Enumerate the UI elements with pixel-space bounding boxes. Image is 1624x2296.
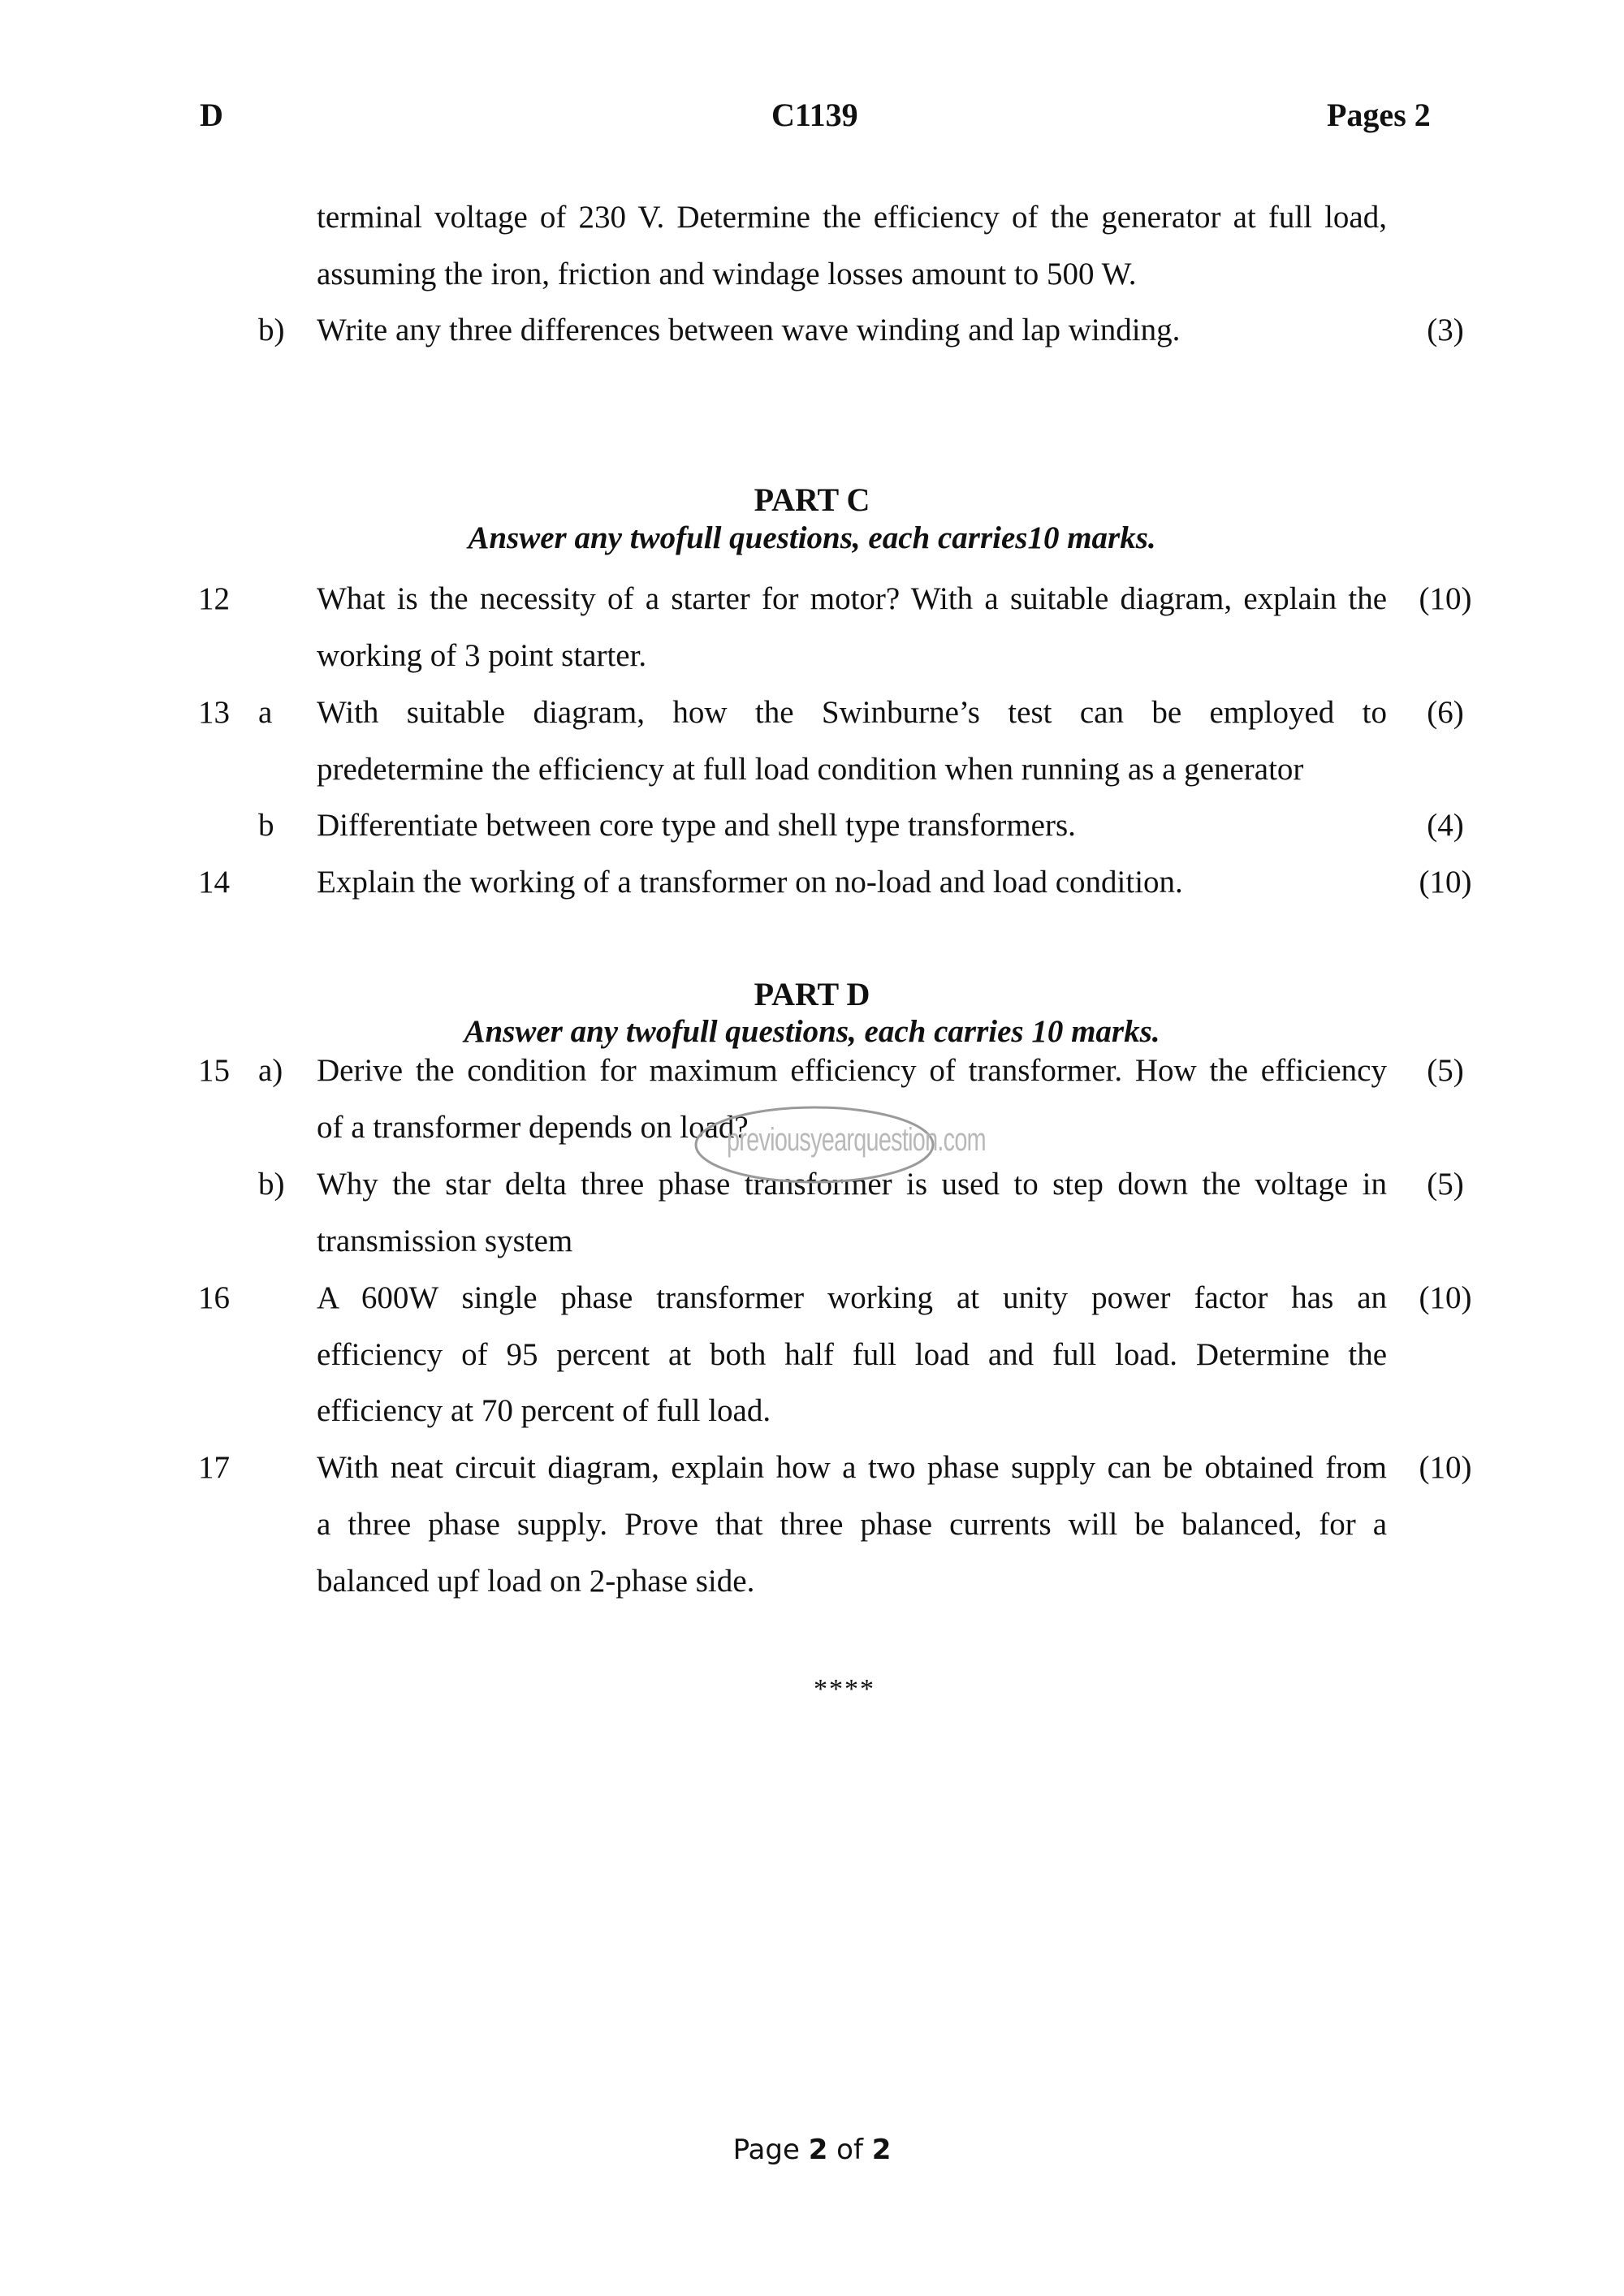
part-c-instruction: Answer any twofull questions, each carries10 marks. bbox=[468, 520, 1156, 555]
sub-question-label: b) bbox=[258, 313, 285, 347]
page-count: Pages 2 bbox=[1327, 97, 1431, 133]
question-text-line: With neat circuit diagram, explain how a two phase supply can be obtained from bbox=[317, 1450, 1387, 1485]
question-text-line: a three phase supply. Prove that three phase currents will be balanced, for a bbox=[317, 1507, 1387, 1542]
question-text-line: Write any three differences between wave winding and lap winding. bbox=[317, 313, 1181, 347]
end-of-paper-mark: **** bbox=[814, 1674, 875, 1704]
sub-question-label: b bbox=[258, 808, 274, 843]
question-text-line: efficiency of 95 percent at both half full load and full load. Determine the bbox=[317, 1337, 1387, 1372]
marks: (10) bbox=[1419, 1280, 1472, 1315]
question-text-line: A 600W single phase transformer working at unity power factor has an bbox=[317, 1280, 1387, 1315]
question-number: 13 bbox=[198, 695, 230, 730]
paper-set-code: D bbox=[200, 97, 223, 133]
marks: (5) bbox=[1427, 1053, 1464, 1088]
part-d-instruction: Answer any twofull questions, each carries 10 marks. bbox=[464, 1014, 1160, 1049]
footer-total-pages: 2 bbox=[871, 2134, 892, 2166]
footer-page-label: Page bbox=[732, 2134, 800, 2166]
question-number: 12 bbox=[198, 581, 230, 616]
part-c-title: PART C bbox=[754, 481, 870, 518]
footer-of-label: of bbox=[836, 2134, 863, 2166]
question-number: 14 bbox=[198, 865, 230, 900]
question-number: 16 bbox=[198, 1280, 230, 1315]
question-text-line: balanced upf load on 2-phase side. bbox=[317, 1564, 755, 1599]
sub-question-label: a bbox=[258, 695, 273, 730]
watermark-text: previousyearquestion.com bbox=[727, 1122, 986, 1158]
question-text-line: of a transformer depends on load? bbox=[317, 1110, 749, 1145]
marks: (10) bbox=[1419, 1450, 1472, 1485]
paper-code: C1139 bbox=[771, 97, 858, 133]
part-d-title: PART D bbox=[754, 976, 870, 1012]
question-text-line: working of 3 point starter. bbox=[317, 638, 647, 673]
sub-question-label: a) bbox=[258, 1053, 283, 1088]
question-text-line: terminal voltage of 230 V. Determine the efficiency of the generator at full load, bbox=[317, 200, 1387, 235]
question-text-line: efficiency at 70 percent of full load. bbox=[317, 1393, 771, 1428]
footer-current-page: 2 bbox=[808, 2134, 828, 2166]
question-number: 15 bbox=[198, 1053, 230, 1088]
marks: (4) bbox=[1427, 808, 1464, 843]
marks: (6) bbox=[1427, 695, 1464, 730]
question-text-line: assuming the iron, friction and windage losses amount to 500 W. bbox=[317, 257, 1137, 291]
sub-question-label: b) bbox=[258, 1167, 285, 1202]
question-text-line: Explain the working of a transformer on no-load and load condition. bbox=[317, 865, 1183, 900]
question-text-line: Why the star delta three phase transformer is used to step down the voltage in bbox=[317, 1167, 1387, 1202]
question-text-line: Differentiate between core type and shell type transformers. bbox=[317, 808, 1076, 843]
marks: (3) bbox=[1427, 313, 1464, 347]
marks: (10) bbox=[1419, 581, 1472, 616]
watermark-logo bbox=[693, 1104, 986, 1185]
question-text-line: transmission system bbox=[317, 1224, 573, 1258]
question-text-line: predetermine the efficiency at full load condition when running as a generator bbox=[317, 752, 1304, 787]
page-footer bbox=[0, 2134, 1624, 2166]
question-text-line: Derive the condition for maximum efficiency of transformer. How the efficiency bbox=[317, 1053, 1387, 1088]
question-text-line: With suitable diagram, how the Swinburne’s test can be employed to bbox=[317, 695, 1387, 730]
question-number: 17 bbox=[198, 1450, 230, 1485]
marks: (10) bbox=[1419, 865, 1472, 900]
marks: (5) bbox=[1427, 1167, 1464, 1202]
question-text-line: What is the necessity of a starter for motor? With a suitable diagram, explain the bbox=[317, 581, 1387, 616]
